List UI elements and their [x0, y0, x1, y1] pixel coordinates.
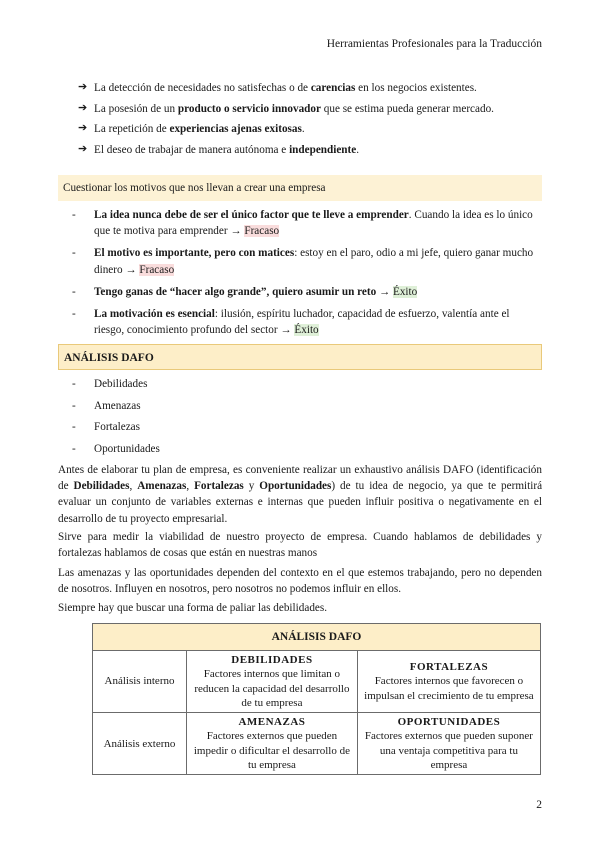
cell-oportunidades: OPORTUNIDADES Factores externos que pueden suponer una ventaja competitiva para tu empresa [357, 713, 540, 775]
cell-fortalezas: FORTALEZAS Factores internos que favorecen o impulsan el crecimiento de tu empresa [357, 651, 540, 713]
paragraph-paliar: Siempre hay que buscar una forma de paliar las debilidades. [58, 602, 328, 614]
motivos-item: - El motivo es importante, pero con matices: estoy en el paro, odio a mi jefe, quiero ganar mucho dinero → Fracaso [72, 247, 534, 276]
motivos-heading-bar [58, 175, 542, 201]
dafo-section-heading-bar [58, 344, 542, 370]
paragraph-intro: Antes de elaborar tu plan de empresa, es conveniente realizar un exhaustivo análisis DAFO (identificación de Debilidades, Amenazas, Fortalezas y Oportunidades) de tu idea de negocio, ya que te permitirá evaluar un conjunto de variables externas e internas que pueden influir positiva o negativamente en el desarrollo de tu proyecto empresarial. [58, 464, 543, 525]
exito-label: Éxito [392, 285, 418, 298]
paragraph-amenazas: Las amenazas y las oportunidades dependen del contexto en el que estemos trabajando, pero no dependen de nosotros. Influyen en nosotros, pero nosotros no podemos influir en ellos. [58, 567, 542, 596]
page-number: 2 [536, 799, 542, 811]
dafo-list-item: - Oportunidades [72, 442, 160, 455]
dafo-list-item: - Debilidades [72, 378, 148, 390]
arrow-right-icon: ➔ [78, 122, 88, 134]
dafo-list-item: - Fortalezas [72, 421, 140, 433]
cell-debilidades: DEBILIDADES Factores internos que limitan o reducen la capacidad del desarrollo de tu empresa [187, 651, 358, 713]
motivos-item: - Tengo ganas de “hacer algo grande”, quiero asumir un reto → Éxito [72, 285, 418, 298]
dafo-table [92, 623, 541, 775]
dafo-list [72, 376, 160, 462]
dafo-section-heading: ANÁLISIS DAFO [64, 352, 154, 364]
arrow-right-icon: ➔ [78, 142, 88, 155]
arrow-list-item: ➔ El deseo de trabajar de manera autónoma e independiente. [78, 142, 360, 156]
cell-amenazas: AMENAZAS Factores externos que pueden impedir o dificultar el desarrollo de tu empresa [187, 713, 358, 775]
paragraph-viabilidad: Sirve para medir la viabilidad de nuestro proyecto de empresa. Cuando hablamos de debilidades y fortalezas hablamos de cosas que están en nuestras manos [58, 531, 542, 560]
exito-label: Éxito [294, 324, 319, 337]
arrow-right-icon: ➔ [78, 101, 88, 114]
motivos-heading: Cuestionar los motivos que nos llevan a crear una empresa [63, 182, 326, 194]
fracaso-label: Fracaso [244, 225, 280, 238]
row-label-externo: Análisis externo [93, 713, 187, 775]
arrow-list [78, 80, 494, 162]
arrow-list-item: ➔ La posesión de un producto o servicio innovador que se estima pueda generar mercado. [78, 101, 494, 115]
dafo-list-item: - Amenazas [72, 399, 141, 412]
arrow-list-item: ➔ La detección de necesidades no satisfechas o de carencias en los negocios existentes. [78, 81, 477, 94]
fracaso-label: Fracaso [139, 263, 175, 276]
motivos-list [72, 207, 542, 345]
arrow-list-item: ➔ La repetición de experiencias ajenas exitosas. [78, 122, 305, 135]
dafo-table-title: ANÁLISIS DAFO [93, 624, 541, 651]
motivos-item: - La idea nunca debe de ser el único factor que te lleve a emprender. Cuando la idea es lo único que te motiva para emprender → Fracaso [72, 209, 533, 238]
page-header: Herramientas Profesionales para la Traducción [326, 38, 542, 50]
motivos-item: - La motivación es esencial: ilusión, espíritu luchador, capacidad de esfuerzo, valentía ante el riesgo, conocimiento profundo del sector → Éxito [72, 308, 510, 337]
arrow-right-icon: ➔ [78, 81, 88, 93]
row-label-interno: Análisis interno [93, 651, 187, 713]
